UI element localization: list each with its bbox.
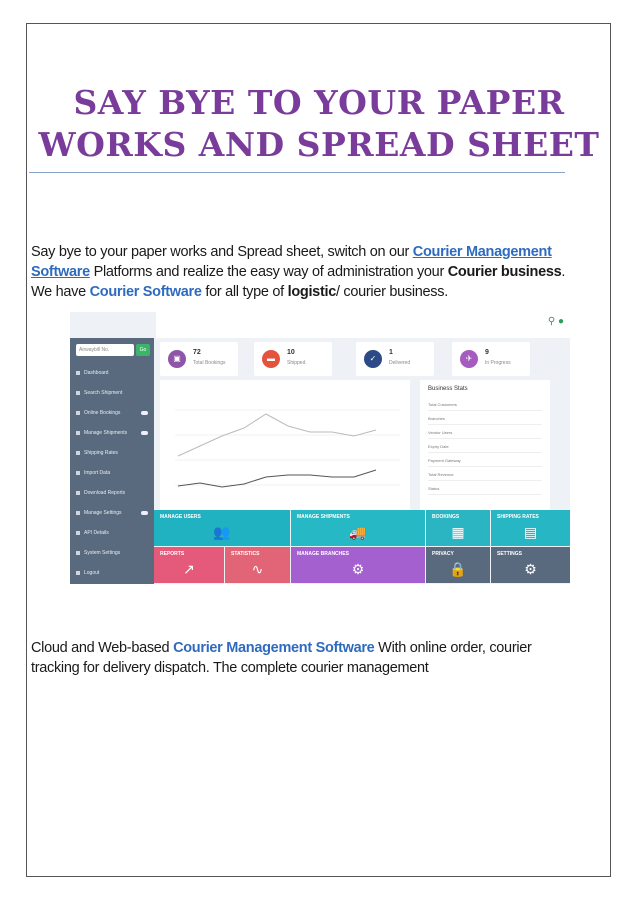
stat-label: Shipped (287, 360, 306, 366)
trend-icon: ↗ (183, 561, 195, 577)
cloud-courier-management-software: Courier Management Software (173, 640, 375, 656)
stat-card-delivered (356, 342, 434, 376)
stat-value: 10 (287, 349, 295, 356)
sidebar-item-api-details[interactable] (76, 528, 150, 538)
sidebar-item-label: Search Shipment (84, 390, 123, 396)
intro-text-5: / courier business. (335, 284, 448, 300)
biz-row: Branches (428, 416, 542, 425)
biz-row: Status (428, 486, 542, 495)
users-icon: 👥 (213, 524, 231, 540)
sidebar-item-search-shipment[interactable] (76, 388, 150, 398)
import-icon (76, 471, 80, 475)
tile-bookings[interactable] (426, 510, 490, 546)
folder-icon (76, 491, 80, 495)
tile-label: SHIPPING RATES (497, 514, 539, 520)
document-icon (76, 451, 80, 455)
stat-value: 1 (389, 349, 393, 356)
calendar-icon: ▦ (451, 524, 465, 540)
code-icon (76, 531, 80, 535)
stat-label: In Progress (485, 360, 511, 366)
tile-reports[interactable] (154, 547, 224, 583)
pulse-icon: ∿ (251, 561, 264, 577)
intro-bold-logistic: logistic (287, 284, 336, 300)
sidebar-item-logout[interactable] (76, 568, 150, 578)
sidebar-item-label: Dashboard (84, 370, 109, 376)
tile-settings[interactable] (491, 547, 570, 583)
lock-icon: 🔒 (449, 561, 467, 577)
sidebar-item-download-reports[interactable] (76, 488, 150, 498)
stat-card-shipped (254, 342, 332, 376)
sidebar-item-system-settings[interactable] (76, 548, 150, 558)
stat-card-total-bookings (160, 342, 238, 376)
go-button[interactable]: Go (136, 344, 150, 356)
tile-privacy[interactable] (426, 547, 490, 583)
stat-value: 9 (485, 349, 489, 356)
tile-manage-branches[interactable] (291, 547, 425, 583)
biz-row: Vendor Users (428, 430, 542, 439)
biz-row: Total Customers (428, 402, 542, 411)
tile-label: MANAGE SHIPMENTS (297, 514, 350, 520)
sidebar-item-label: Manage Settings (84, 510, 122, 516)
check-icon: ✓ (364, 350, 382, 368)
title-line-1: SAY BYE TO YOUR PAPER (73, 83, 565, 122)
sidebar-item-online-bookings[interactable] (76, 408, 150, 418)
business-stats-title: Business Stats (428, 386, 468, 392)
intro-text-4: for all type of (201, 284, 288, 300)
tile-label: BOOKINGS (432, 514, 460, 520)
sidebar-item-label: Online Bookings (84, 410, 121, 416)
bookings-line-chart (160, 380, 410, 510)
sidebar-item-label: Import Data (84, 470, 111, 476)
intro-paragraph (31, 242, 571, 302)
page-title (30, 82, 608, 166)
sidebar-item-dashboard[interactable] (76, 368, 150, 378)
tile-label: PRIVACY (432, 551, 454, 557)
dashboard-screenshot (70, 312, 570, 584)
search-icon (76, 391, 80, 395)
intro-courier-software: Courier Software (89, 284, 202, 300)
truck-icon: 🚚 (349, 524, 367, 540)
gear-icon (76, 511, 80, 515)
dashboard-sidebar (70, 338, 154, 584)
gears-icon: ⚙ (351, 561, 365, 577)
stat-label: Total Bookings (193, 360, 226, 366)
intro-bold-courier-business: Courier business (447, 264, 562, 280)
toggle-icon (141, 411, 148, 415)
tile-manage-users[interactable] (154, 510, 290, 546)
user-icon: ⚲ ● (547, 316, 564, 327)
sidebar-item-label: Shipping Rates (84, 450, 118, 456)
title-line-2: WORKS AND SPREAD SHEET (38, 125, 600, 164)
sidebar-item-import-data[interactable] (76, 468, 150, 478)
box-icon: ▣ (168, 350, 186, 368)
stat-label: Delivered (389, 360, 411, 366)
intro-text-2: Platforms and realize the easy way of administration your (89, 264, 448, 280)
tile-label: MANAGE BRANCHES (297, 551, 349, 557)
stat-card-in-progress (452, 342, 530, 376)
title-divider (29, 172, 565, 173)
courier-management-software-link[interactable]: Courier Management Software (31, 244, 552, 280)
sidebar-item-manage-settings[interactable] (76, 508, 150, 518)
intro-text-1: Say bye to your paper works and Spread sheet, switch on our (31, 244, 413, 260)
cloud-paragraph (31, 638, 571, 678)
sidebar-item-shipping-rates[interactable] (76, 448, 150, 458)
series-line-2 (178, 470, 376, 487)
toggle-icon (141, 511, 148, 515)
sidebar-item-manage-shipments[interactable] (76, 428, 150, 438)
sidebar-item-label: API Details (84, 530, 109, 536)
airwaybill-search-input[interactable]: Airwaybill No. (76, 344, 134, 356)
line-chart-svg (160, 380, 410, 510)
dashboard-topbar (156, 312, 570, 338)
biz-row: Total Revenue (428, 472, 542, 481)
tile-label: MANAGE USERS (160, 514, 201, 520)
tile-label: REPORTS (160, 551, 185, 557)
toggle-icon (141, 431, 148, 435)
intro-text-3: . We have (31, 264, 566, 300)
sidebar-item-label: Manage Shipments (84, 430, 128, 436)
biz-row: Expiry Date (428, 444, 542, 453)
tile-shipping-rates[interactable] (491, 510, 570, 546)
cloud-text-1: Cloud and Web-based (31, 640, 174, 656)
truck-icon: ▬ (262, 350, 280, 368)
business-stats-panel (420, 380, 550, 510)
sidebar-item-label: Download Reports (84, 490, 126, 496)
biz-row: Payment Gateway (428, 458, 542, 467)
tile-label: STATISTICS (231, 551, 260, 557)
lock-icon (76, 571, 80, 575)
plane-icon: ✈ (460, 350, 478, 368)
settings-icon (76, 551, 80, 555)
calendar-icon (76, 411, 80, 415)
home-icon (76, 371, 80, 375)
sidebar-item-label: System Settings (84, 550, 121, 556)
tile-label: SETTINGS (497, 551, 523, 557)
stat-value: 72 (193, 349, 201, 356)
tile-statistics[interactable] (225, 547, 290, 583)
cloud-text-2: With online order, courier tracking for delivery dispatch. The complete courier management (31, 640, 532, 676)
document-icon: ▤ (523, 524, 538, 540)
gear-icon: ⚙ (524, 561, 537, 577)
truck-icon (76, 431, 80, 435)
tile-manage-shipments[interactable] (291, 510, 425, 546)
sidebar-item-label: Logout (84, 570, 100, 576)
